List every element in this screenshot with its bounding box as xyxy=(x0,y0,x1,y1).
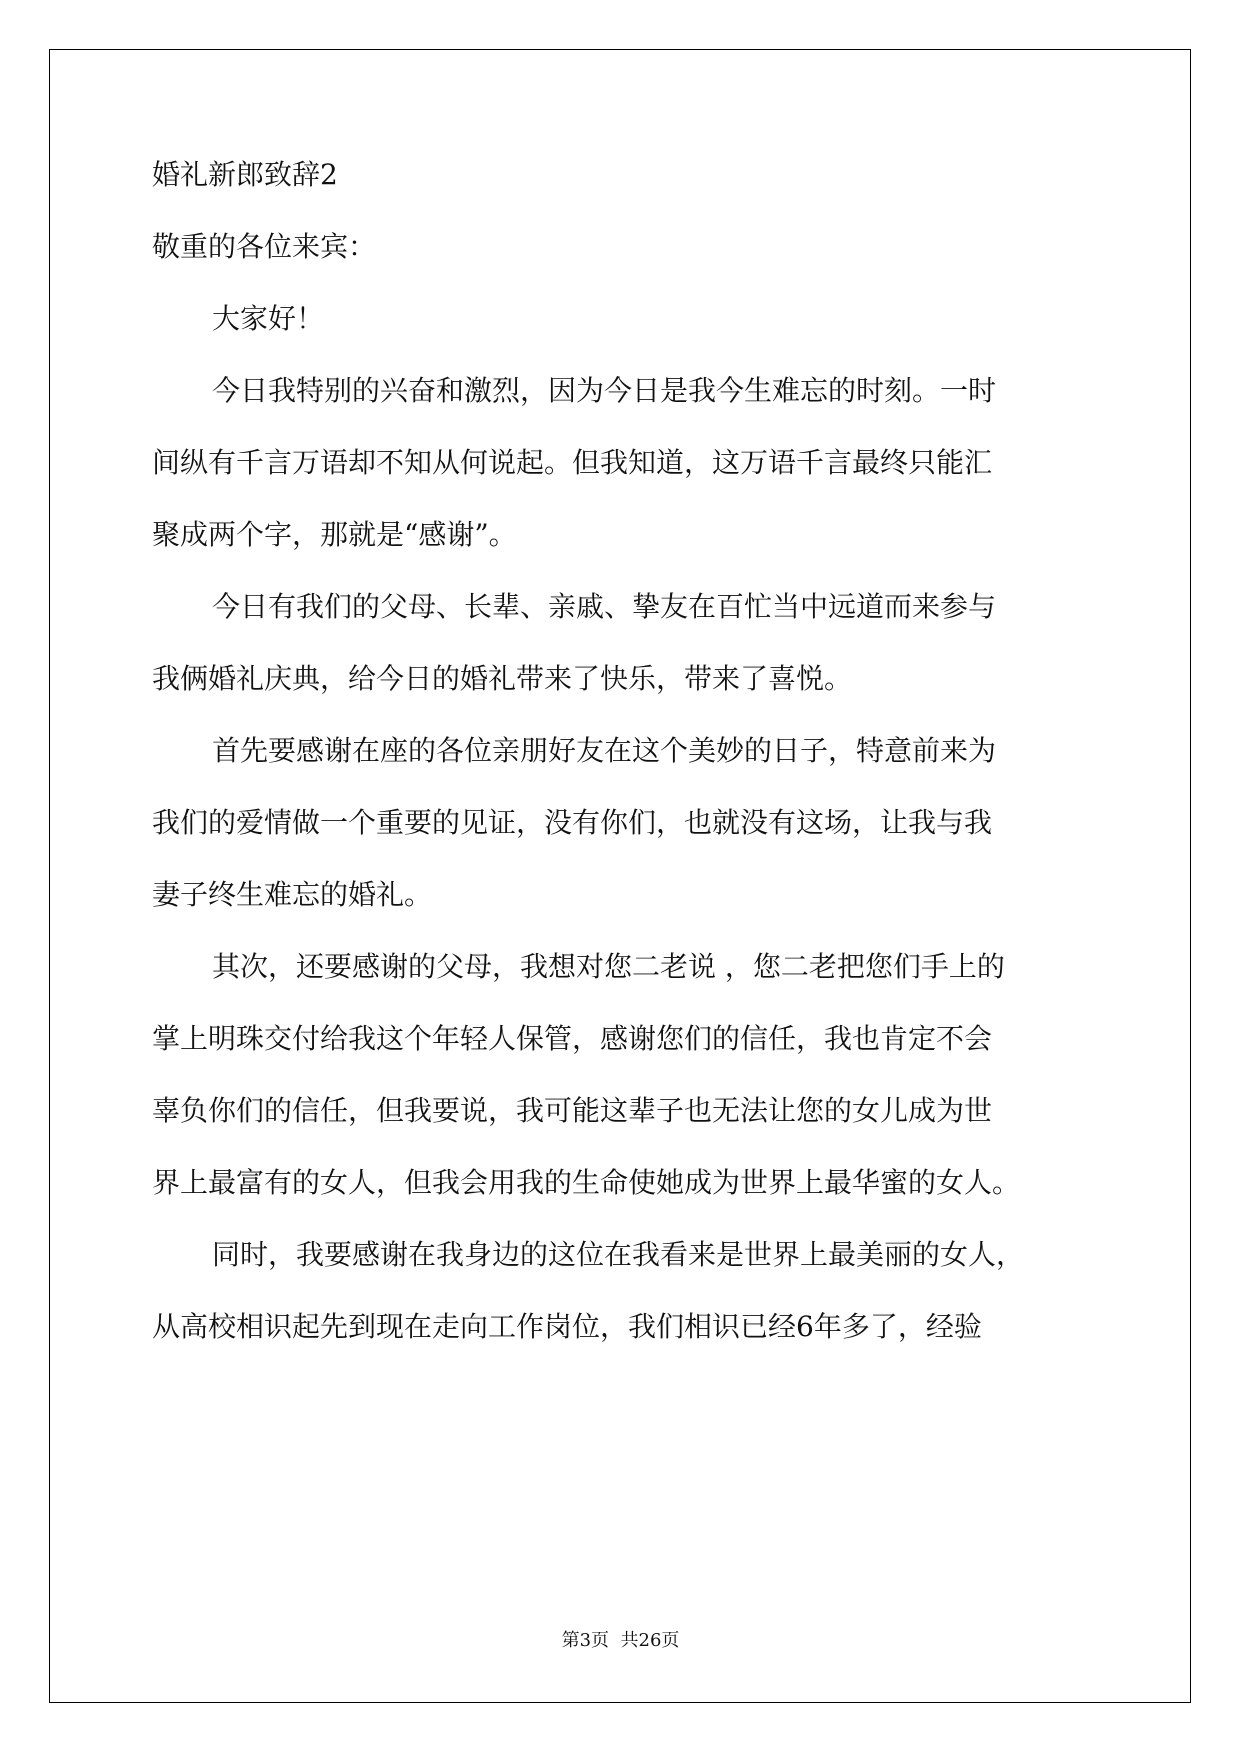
paragraph-line: 掌上明珠交付给我这个年轻人保管，感谢您们的信任，我也肯定不会 xyxy=(152,1022,993,1055)
paragraph-line: 辜负你们的信任，但我要说，我可能这辈子也无法让您的女儿成为世 xyxy=(152,1094,993,1127)
page-frame xyxy=(49,49,1191,1703)
document-title: 婚礼新郎致辞2 xyxy=(152,158,338,191)
paragraph-line: 我俩婚礼庆典，给今日的婚礼带来了快乐，带来了喜悦。 xyxy=(152,662,853,695)
paragraph-line: 间纵有千言万语却不知从何说起。但我知道，这万语千言最终只能汇 xyxy=(152,446,993,479)
paragraph-line: 我们的爱情做一个重要的见证，没有你们，也就没有这场，让我与我 xyxy=(152,806,993,839)
paragraph-line: 首先要感谢在座的各位亲朋好友在这个美妙的日子，特意前来为 xyxy=(212,734,997,767)
page-number-footer: 第3页 共26页 xyxy=(561,1630,680,1651)
paragraph-line: 从高校相识起先到现在走向工作岗位，我们相识已经6年多了，经验 xyxy=(152,1310,982,1343)
paragraph-line: 同时，我要感谢在我身边的这位在我看来是世界上最美丽的女人， xyxy=(212,1238,1025,1271)
greeting: 大家好！ xyxy=(212,302,325,335)
paragraph-line: 今日我特别的兴奋和激烈，因为今日是我今生难忘的时刻。一时 xyxy=(212,374,997,407)
paragraph-line: 妻子终生难忘的婚礼。 xyxy=(152,878,433,911)
paragraph-line: 其次，还要感谢的父母，我想对您二老说 ，您二老把您们手上的 xyxy=(212,950,1005,983)
paragraph-line: 今日有我们的父母、长辈、亲戚、挚友在百忙当中远道而来参与 xyxy=(212,590,997,623)
paragraph-line: 聚成两个字，那就是“感谢”。 xyxy=(152,518,517,551)
salutation: 敬重的各位来宾： xyxy=(152,230,377,263)
paragraph-line: 界上最富有的女人，但我会用我的生命使她成为世界上最华蜜的女人。 xyxy=(152,1166,1021,1199)
